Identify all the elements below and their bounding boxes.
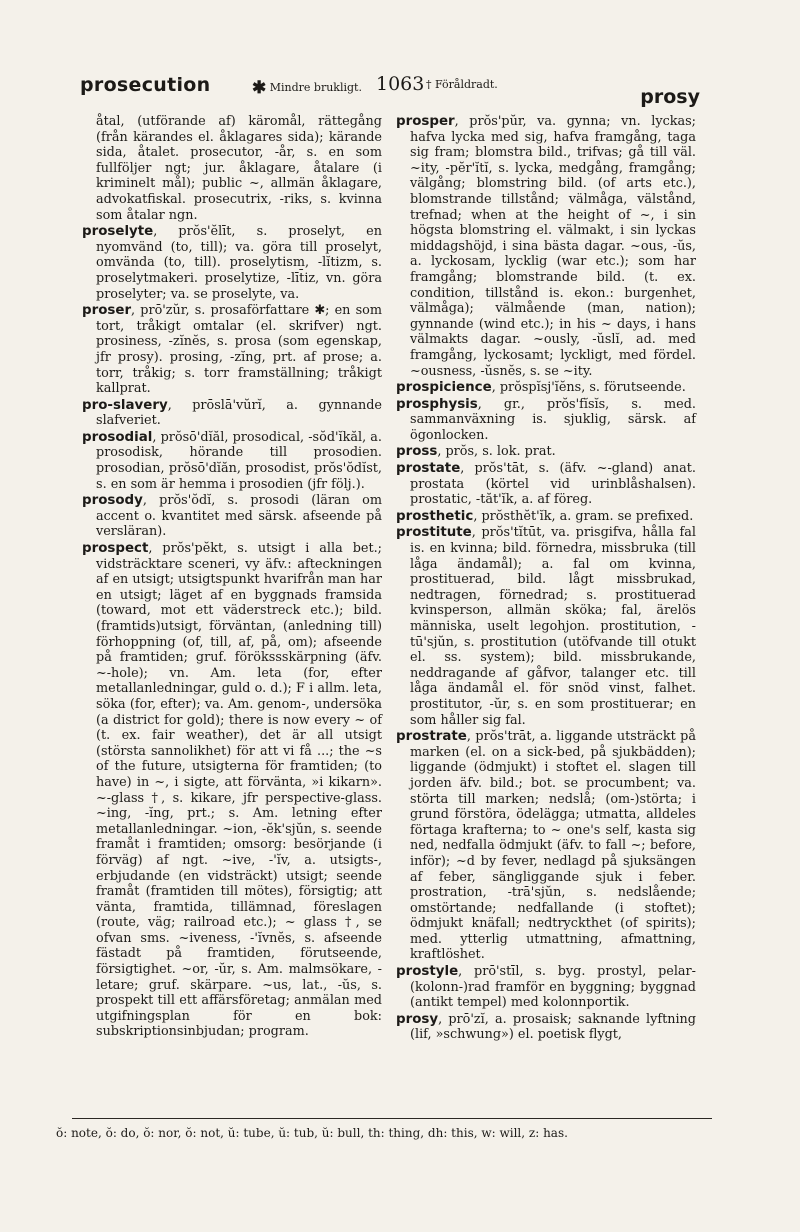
entry-definition: , prŏs'tĭtūt, va. prisgifva, hålla fal is. en kvinna; bild. förnedra, missbruka (till låga ändamål); a. fal om kvinna, prostituerad, bild. lågt missbrukad, nedtragen, förnedrad; s. prostituerad kvinsperson, allmän sköka; fal, ärelös människa, uselt legohjon. prostitution, -tū'sjŭn, s. prostitution (utöfvande till otukt el. ss. system); bild. missbrukande, neddragande af gåfvor, talanger etc. till låga ändamål el. för snöd vinst, falhet. prostitutor, -ŭr, s. en som prostituerar; en som håller sig fal. (410, 525, 696, 728)
entry-headword: prostrate (396, 729, 467, 745)
entry-headword: prosper (396, 114, 455, 129)
obsolete-word-legend: † Föråldradt. (426, 78, 498, 91)
entry-definition: , prŏs'pŭr, va. gynna; vn. lyckas; hafva lycka med sig, hafva framgång, taga sig fram; blomstra bild., trifvas; gå till väl. ~ity, -pĕr'ĭtĭ, s. lycka, medgång, framgång; välgång; blomstring bild. (of arts etc.), blomstrande tillstånd; välmåga, välstånd, trefnad; when at the height of ~, i sin högsta blomstring el. välmakt, i sin lyckas middagshöjd, i sina bästa dagar. ~ous, -ŭs, a. lyckosam, lycklig (war etc.); som har framgång; blomstrande bild. (t. ex. condition, tillstånd is. ekon.: burgenhet, välmåga); välmående (man, nation); gynnande (wind etc.); in his ~ days, i hans välmakts dagar. ~ously, -ŭslĭ, ad. med framgång, lyckosamt; lyckligt, med fördel. ~ousness, -ŭsnĕs, s. se ~ity. (410, 114, 696, 379)
dictionary-entry (396, 444, 696, 460)
dictionary-entry (396, 461, 696, 508)
left-column (82, 114, 382, 1041)
entry-definition: , prŏsthĕt'ĭk, a. gram. se prefixed. (473, 508, 694, 524)
entry-definition: , prŏs'trāt, a. liggande utsträckt på marken (el. on a sick-bed, på sjukbädden); liggande (ödmjukt) i stoftet el. slagen till jorden äfv. bild.; bot. se procumbent; va. störta till marken; nedslå; (om-)störta; i grund förstöra, ödelägga; utmatta, alldeles förtaga krafterna; to ~ one's self, kasta sig ned, nedfalla ödmjukt (äfv. to fall ~; before, inför); ~d by fever, nedlagd på sjuksängen af feber, sängliggande sjuk i feber. prostration, -trā'sjŭn, s. nedslående; omstörtande; nedfallande (i stoftet); ödmjukt knäfall; nedtryckthet (of spirits); med. ytterlig utmattning, afmattning, kraftlöshet. (410, 729, 696, 963)
entry-headword: prostitute (396, 525, 472, 541)
left-running-headword: prosecution (80, 74, 211, 96)
footer-divider (72, 1118, 712, 1119)
dictionary-entry (396, 397, 696, 444)
asterisk-icon: ✱ (252, 78, 267, 98)
entry-continuation: åtal, (utförande af) käromål, rättegång (från kärandes el. åklagares sida); kärande sida, åtalet. prosecutor, -år, s. en som fullföljer ngt; jur. åklagare, åtalare (i kriminelt mål); public ~, allmän åklagare, advokatfiskal. prosecutrix, -riks, s. kvinna som åtalar ngn. (96, 114, 382, 223)
entry-definition: , prŏs'pĕkt, s. utsigt i alla bet.; vidsträcktare sceneri, vy äfv.: afteckningen af en utsigt; utsigtspunkt hvarifrån man har en utsigt; läget af en byggnads framsida (toward, mot ett väderstreck etc.); bild. (framtids)utsigt, förväntan, (anledning till) förhoppning (of, till, af, på, om); afseende på framtiden; gruf. förökssskärpning (äfv. ~-hole); vn. Am. leta (for, efter metallanledningar, guld o. d.); F i allm. leta, söka (for, efter); va. Am. genom-, undersöka (a district for gold); there is now every ~ of (t. ex. fair weather), det är all utsigt (största sannolikhet) för att vi få ...; the ~s of the future, utsigterna för framtiden; (to have) in ~, i sigte, att förvänta, »i kikarn». ~-glass †, s. kikare, jfr perspective-glass. ~ing, -ĭng, prt.; s. Am. letning efter metallanledningar. ~ion, -ĕk'sjŭn, s. seende framåt i framtiden; omsorg: besörjande (i förväg) af ngt. ~ive, -'ĭv, a. utsigts-, erbjudande (en vidsträckt) utsigt; seende framåt (framtiden till mötes), försigtig; att vänta, framtida, tillämnad, föreslagen (route, väg; railroad etc.); ~ glass †, se ofvan sms. ~iveness, -'ĭvnĕs, s. afseende fästadt på framtiden, förutseende, försigtighet. ~or, -ŭr, s. Am. malmsökare, -letare; gruf. skärpare. ~us, lat., -ŭs, s. prospekt till ett affärsföretag; anmälan med utgifningsplan för en bok: subskriptionsinbjudan; program. (96, 541, 382, 1040)
entry-definition: , gr., prŏs'fĭsĭs, s. med. sammanväxning is. sjuklig, särsk. af ögonlocken. (410, 396, 696, 443)
dictionary-entry (82, 224, 382, 302)
dictionary-entry (82, 430, 382, 492)
entry-columns (82, 114, 702, 1043)
dictionary-entry (396, 380, 696, 396)
pronunciation-key: ŏ: note, ŏ: do, ŏ: nor, ŏ: not, ŭ: tube, ŭ: tub, ŭ: bull, th: thing, dh: this, w: will, z: has. (56, 1126, 568, 1140)
entry-headword: prospect (82, 541, 149, 557)
entry-definition: , prŏs'ĕlīt, s. proselyt, en nyomvänd (to, till); va. göra till proselyt, omvända (to, till). proselytism, -lĭtizm, s. proselytmakeri. proselytize, -līt̄iz, vn. göra proselyter; va. se proselyte, va. (96, 224, 382, 302)
entry-headword: proselyte (82, 224, 154, 240)
rare-word-legend-text: Mindre brukligt. (269, 81, 362, 94)
page-number: 1063 (376, 73, 425, 95)
rare-word-legend (252, 78, 362, 98)
entry-headword: pross (396, 444, 438, 460)
entry-definition: , prŏsō'dĭăl, prosodical, -sŏd'ĭkăl, a. prosodisk, hörande till prosodien. prosodian, prŏsō'dĭăn, prosodist, prŏs'ŏdĭst, s. en som är hemma i prosodien (jfr följ.). (96, 429, 382, 492)
entry-headword: pro-slavery (82, 397, 168, 413)
entry-headword: prosthetic (396, 508, 474, 524)
entry-definition: , prŏs, s. lok. prat. (437, 444, 556, 460)
dictionary-entry (82, 303, 382, 397)
page-header (80, 70, 700, 106)
dictionary-entry (396, 509, 696, 525)
entry-headword: prosy (396, 1011, 439, 1027)
dictionary-entry (396, 1012, 696, 1043)
dictionary-entry (396, 114, 696, 379)
entry-headword: prostyle (396, 964, 459, 980)
entry-definition: , prŏs'tāt, s. (äfv. ~-gland) anat. prostata (körtel vid urinblåshalsen). prostatic, -tăt'ĭk, a. af föreg. (410, 461, 696, 508)
entry-definition: , prōslā'vŭrĭ, a. gynnande slafveriet. (96, 397, 382, 429)
entry-headword: prosody (82, 493, 143, 509)
right-column (396, 114, 696, 1044)
entry-headword: proser (82, 303, 132, 319)
entry-definition: , prō'stīl, s. byg. prostyl, pelar-(kolonn-)rad framför en byggning; byggnad (antikt tempel) med kolonnportik. (410, 964, 696, 1011)
entry-definition: , prŏs'ŏdĭ, s. prosodi (läran om accent o. kvantitet med särsk. afseende på versläran). (96, 493, 382, 540)
dictionary-entry (82, 541, 382, 1040)
entry-definition: , prō'zŭr, s. prosaförfattare ✱; en som tort, tråkigt omtalar (el. skrifver) ngt. prosiness, -zĭnĕs, s. prosa (som egenskap, jfr prosy). prosing, -zĭng, prt. af prose; a. torr, tråkig; s. torr framställning; tråkigt kallprat. (96, 303, 382, 397)
right-running-headword: prosy (640, 86, 700, 108)
dictionary-entry (396, 525, 696, 728)
entry-headword: prosphysis (396, 396, 478, 412)
dictionary-entry (396, 729, 696, 963)
dictionary-entry (396, 964, 696, 1011)
dictionary-entry (82, 398, 382, 429)
entry-definition: , prō'zĭ, a. prosaisk; saknande lyftning (lif, »schwung») el. poetisk flygt, (410, 1011, 696, 1043)
entry-headword: prostate (396, 461, 461, 477)
entry-headword: prospicience (396, 380, 492, 396)
entry-headword: prosodial (82, 429, 153, 445)
dictionary-entry (82, 493, 382, 540)
entry-definition: , prŏspĭsj'ĭĕns, s. förutseende. (491, 380, 686, 396)
